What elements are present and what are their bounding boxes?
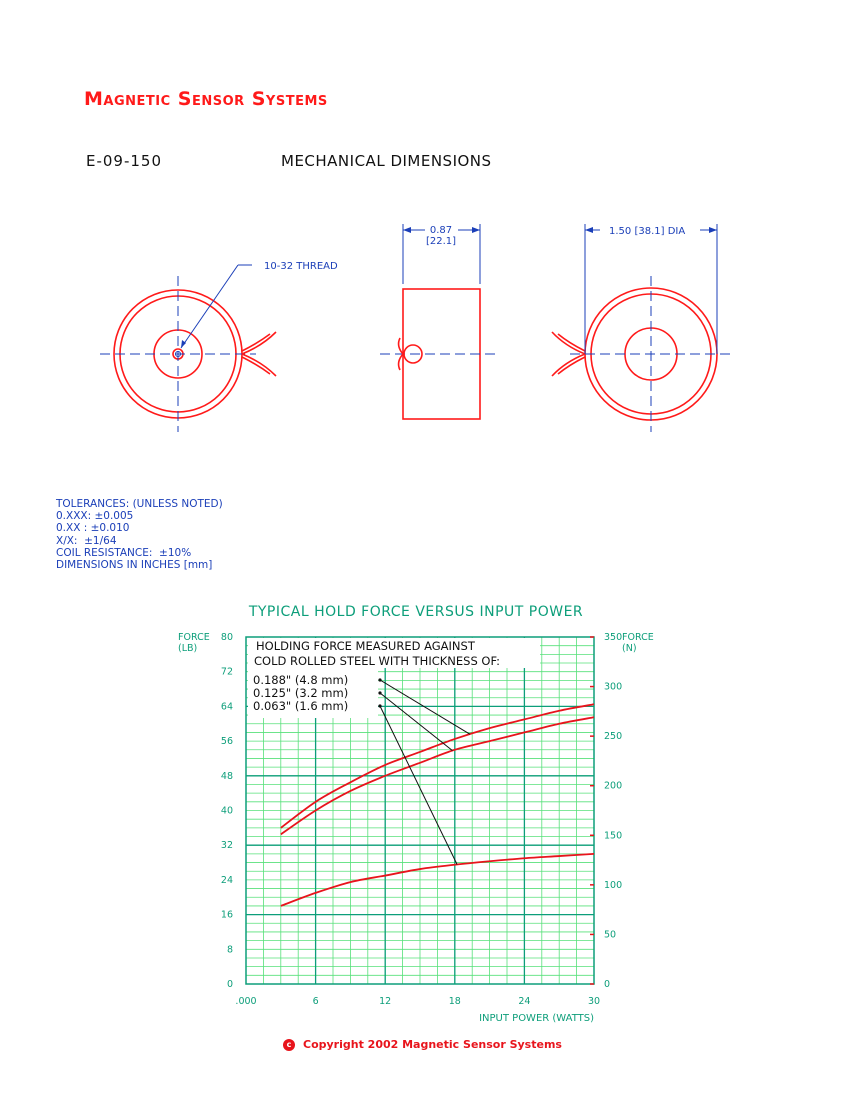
side-view bbox=[380, 224, 500, 419]
legend-entry: 0.125" (3.2 mm) bbox=[253, 686, 349, 700]
x-axis-label: INPUT POWER (WATTS) bbox=[479, 1013, 594, 1024]
x-tick-label: 12 bbox=[379, 996, 392, 1007]
side-width-mm-label: [22.1] bbox=[425, 236, 457, 247]
legend-entry: 0.063" (1.6 mm) bbox=[253, 699, 349, 713]
x-tick-label: 18 bbox=[448, 996, 461, 1007]
legend-header-line: HOLDING FORCE MEASURED AGAINST bbox=[256, 639, 475, 653]
tolerance-line: COIL RESISTANCE: ±10% bbox=[56, 546, 192, 559]
y-axis-right-label: FORCE (N) bbox=[622, 632, 654, 654]
front-view bbox=[100, 265, 276, 432]
y-tick-label-left: 48 bbox=[220, 770, 233, 782]
y-tick-label-right: 0 bbox=[604, 979, 611, 990]
side-width-label: 0.87 bbox=[429, 225, 453, 236]
copyright-icon: c bbox=[283, 1039, 295, 1051]
tolerance-line: 0.XX : ±0.010 bbox=[56, 522, 130, 535]
y-tick-label-left: 32 bbox=[220, 840, 233, 852]
y-tick-label-left: 40 bbox=[220, 805, 233, 817]
y-tick-label-right: 250 bbox=[604, 731, 623, 743]
tolerance-line: TOLERANCES: (UNLESS NOTED) bbox=[56, 498, 223, 510]
y-tick-label-left: 0 bbox=[226, 979, 233, 990]
chart-title: TYPICAL HOLD FORCE VERSUS INPUT POWER bbox=[248, 604, 584, 620]
y-tick-label-right: 200 bbox=[604, 780, 623, 792]
legend-header-line: COLD ROLLED STEEL WITH THICKNESS OF: bbox=[254, 654, 501, 668]
legend-entry: 0.188" (4.8 mm) bbox=[253, 673, 349, 687]
diameter-label: 1.50 [38.1] DIA bbox=[609, 226, 686, 237]
x-tick-label: 30 bbox=[587, 996, 601, 1007]
y-tick-label-right: 150 bbox=[604, 830, 623, 842]
section-title: MECHANICAL DIMENSIONS bbox=[281, 152, 492, 170]
y-tick-label-right: 50 bbox=[604, 929, 617, 941]
part-number: E-09-150 bbox=[86, 152, 163, 170]
y-tick-label-left: 72 bbox=[220, 666, 233, 678]
tolerance-line: 0.XXX: ±0.005 bbox=[56, 510, 134, 523]
y-tick-label-right: 350 bbox=[604, 632, 623, 643]
y-tick-label-left: 8 bbox=[226, 944, 233, 956]
y-tick-label-right: 300 bbox=[604, 681, 623, 693]
thread-label: 10-32 THREAD bbox=[264, 261, 338, 272]
tolerances-block bbox=[56, 498, 223, 571]
x-tick-label: .000 bbox=[235, 996, 257, 1007]
x-tick-label: 6 bbox=[312, 996, 319, 1007]
copyright-notice bbox=[283, 1038, 562, 1051]
y-tick-label-left: 24 bbox=[220, 874, 233, 886]
x-tick-label: 24 bbox=[518, 996, 531, 1007]
tolerance-line: DIMENSIONS IN INCHES [mm] bbox=[56, 559, 213, 572]
y-axis-left-label: FORCE (LB) bbox=[178, 632, 210, 654]
back-view bbox=[552, 224, 730, 432]
y-tick-label-left: 64 bbox=[220, 701, 233, 713]
y-tick-label-left: 80 bbox=[220, 632, 233, 643]
hold-force-chart bbox=[0, 590, 850, 1030]
y-tick-label-left: 16 bbox=[220, 909, 233, 921]
tolerance-line: X/X: ±1/64 bbox=[56, 534, 117, 547]
y-tick-label-right: 100 bbox=[604, 879, 623, 891]
mechanical-drawing bbox=[0, 200, 850, 440]
y-tick-label-left: 56 bbox=[220, 736, 233, 748]
company-brand: Magnetic Sensor Systems bbox=[84, 88, 328, 110]
copyright-text: Copyright 2002 Magnetic Sensor Systems bbox=[303, 1038, 562, 1051]
